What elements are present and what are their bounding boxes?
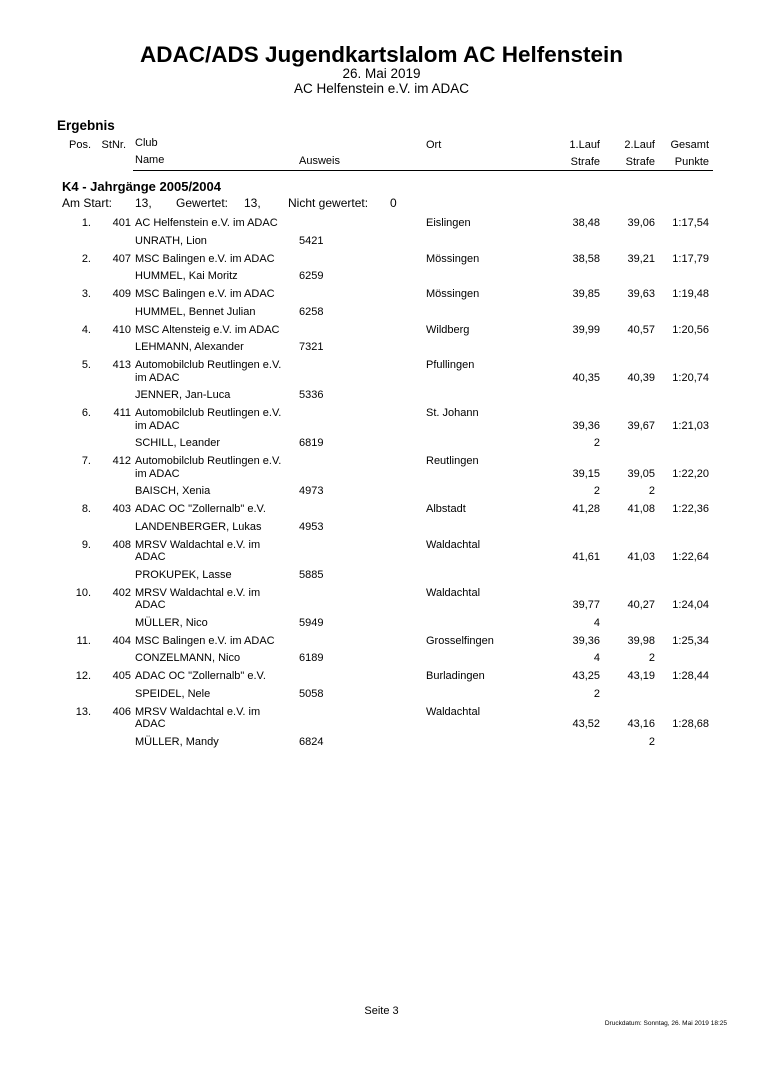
row-total-time: 1:22,36 [672,503,709,515]
row-club: ADAC OC "Zollernalb" e.V. [135,670,266,682]
row-run2-time: 39,67 [627,419,655,432]
col-ort: Ort [426,139,442,151]
row-position: 4. [81,323,91,336]
row-start-number: 412 [112,455,131,467]
row-license: 4973 [299,485,324,497]
row-driver-name: JENNER, Jan-Luca [135,389,231,401]
row-location: Wildberg [426,323,470,336]
row-driver-name: UNRATH, Lion [135,234,207,247]
row-run2-time: 40,39 [627,371,655,384]
row-total-time: 1:17,54 [672,217,709,229]
row-position: 2. [81,252,91,265]
row-club: ADAC [135,718,166,730]
row-run1-time: 38,58 [572,252,600,265]
col-stnr: StNr. [101,139,126,151]
rated-label: Gewertet: [176,196,229,210]
col-ausweis: Ausweis [299,155,340,167]
row-position: 1. [81,217,91,229]
row-club: ADAC OC "Zollernalb" e.V. [135,503,266,515]
row-license: 5421 [299,234,324,247]
row-run1-time: 38,48 [572,217,600,229]
row-club: MSC Altensteig e.V. im ADAC [135,323,280,336]
row-location: Grosselfingen [426,634,494,647]
rated-value: 13, [244,196,261,210]
row-license: 6189 [299,652,324,664]
row-driver-name: SPEIDEL, Nele [135,687,211,700]
row-location: Eislingen [426,217,471,229]
row-club: Automobilclub Reutlingen e.V. [135,359,282,371]
row-run1-penalty: 4 [593,616,600,629]
row-license: 6258 [299,305,324,318]
col-strafe1: Strafe [570,156,600,168]
row-position: 10. [75,586,91,599]
row-start-number: 402 [112,586,131,599]
header-divider [133,170,713,171]
page-number: Seite 3 [364,1005,399,1017]
row-position: 11. [76,634,91,647]
row-location: Waldachtal [426,705,481,718]
event-date: 26. Mai 2019 [342,66,421,81]
col-lauf2: 2.Lauf [624,139,655,151]
row-location: Mössingen [426,288,480,300]
row-total-time: 1:22,20 [672,467,709,480]
row-run2-time: 39,98 [627,634,655,647]
row-start-number: 405 [112,670,131,682]
col-lauf1: 1.Lauf [569,139,600,151]
class-title: K4 - Jahrgänge 2005/2004 [62,179,221,194]
row-club: MRSV Waldachtal e.V. im [135,538,261,551]
col-name: Name [135,154,165,166]
col-club: Club [135,137,158,149]
row-run1-time: 39,36 [572,419,600,432]
row-club: AC Helfenstein e.V. im ADAC [135,217,278,229]
row-start-number: 401 [112,217,131,229]
row-position: 12. [75,670,91,682]
row-club: MSC Balingen e.V. im ADAC [135,252,275,265]
row-club: im ADAC [135,467,180,480]
row-location: Albstadt [426,503,466,515]
row-run1-time: 41,28 [572,503,600,515]
row-license: 6819 [299,437,324,449]
row-total-time: 1:17,79 [672,252,709,265]
row-run1-time: 43,52 [572,718,600,730]
start-label: Am Start: [62,196,113,210]
row-club: Automobilclub Reutlingen e.V. [135,407,282,419]
row-run1-penalty: 2 [593,485,600,497]
row-position: 8. [81,503,91,515]
row-total-time: 1:21,03 [672,419,709,432]
row-driver-name: CONZELMANN, Nico [135,652,241,664]
row-location: Burladingen [426,670,485,682]
row-run2-penalty: 2 [648,652,655,664]
row-location: Waldachtal [426,586,481,599]
col-punkte: Punkte [674,156,709,168]
row-run1-time: 39,99 [572,323,600,336]
row-location: Pfullingen [426,359,475,371]
row-club: im ADAC [135,371,180,384]
start-value: 13, [135,196,152,210]
row-license: 5949 [299,616,324,629]
row-position: 3. [81,288,91,300]
unrated-value: 0 [390,196,397,210]
row-driver-name: MÜLLER, Nico [135,616,208,629]
row-total-time: 1:20,56 [672,323,709,336]
row-club: ADAC [135,599,166,611]
row-start-number: 404 [112,634,131,647]
print-date: Druckdatum: Sonntag, 26. Mai 2019 18:25 [604,1020,727,1027]
row-run1-penalty: 4 [593,652,600,664]
page-title: ADAC/ADS Jugendkartslalom AC Helfenstein [139,42,623,67]
row-run2-time: 40,57 [627,323,655,336]
organizer: AC Helfenstein e.V. im ADAC [293,81,470,96]
row-total-time: 1:28,68 [672,718,709,730]
row-license: 6824 [299,735,324,748]
row-run1-time: 43,25 [572,670,600,682]
row-run2-penalty: 2 [648,735,655,748]
row-driver-name: MÜLLER, Mandy [135,735,219,748]
row-run1-penalty: 2 [593,687,600,700]
row-driver-name: SCHILL, Leander [135,437,220,449]
row-total-time: 1:28,44 [672,670,709,682]
row-total-time: 1:19,48 [672,288,709,300]
row-run1-time: 39,36 [572,634,600,647]
col-pos: Pos. [68,139,91,151]
row-position: 9. [81,538,91,551]
row-run1-time: 39,85 [572,288,600,300]
row-club: MSC Balingen e.V. im ADAC [135,634,275,647]
row-driver-name: BAISCH, Xenia [135,485,211,497]
section-title: Ergebnis [57,118,115,133]
row-total-time: 1:20,74 [672,371,709,384]
row-run2-time: 43,16 [627,718,655,730]
row-club: MSC Balingen e.V. im ADAC [135,288,275,300]
row-total-time: 1:25,34 [672,634,709,647]
row-driver-name: HUMMEL, Kai Moritz [135,270,238,282]
row-total-time: 1:22,64 [672,551,709,563]
row-run2-time: 41,08 [627,503,655,515]
col-gesamt: Gesamt [670,139,709,151]
row-license: 7321 [299,341,324,353]
row-club: MRSV Waldachtal e.V. im [135,705,261,718]
row-club: MRSV Waldachtal e.V. im [135,586,261,599]
row-run2-time: 39,21 [627,252,655,265]
row-club: Automobilclub Reutlingen e.V. [135,455,282,467]
row-run1-penalty: 2 [593,437,600,449]
row-start-number: 409 [112,288,131,300]
row-license: 5336 [299,389,324,401]
row-driver-name: PROKUPEK, Lasse [135,568,232,581]
row-run2-penalty: 2 [648,485,655,497]
row-club: im ADAC [135,419,180,432]
row-run2-time: 40,27 [627,599,655,611]
unrated-label: Nicht gewertet: [288,196,369,210]
row-run2-time: 41,03 [627,551,655,563]
row-run1-time: 40,35 [572,371,600,384]
row-location: Mössingen [426,252,480,265]
row-club: ADAC [135,551,166,563]
row-license: 5058 [299,687,324,700]
row-location: Waldachtal [426,538,481,551]
row-start-number: 410 [112,323,131,336]
row-start-number: 403 [112,503,131,515]
row-position: 13. [75,705,91,718]
col-strafe2: Strafe [625,156,655,168]
row-run1-time: 39,15 [572,467,600,480]
row-start-number: 407 [112,252,131,265]
row-start-number: 406 [112,705,131,718]
row-license: 6259 [299,270,324,282]
row-run2-time: 39,63 [627,288,655,300]
row-position: 7. [81,455,91,467]
row-start-number: 413 [112,359,131,371]
row-start-number: 411 [113,407,131,419]
row-run2-time: 39,06 [627,217,655,229]
row-location: St. Johann [426,407,479,419]
row-run2-time: 43,19 [627,670,655,682]
row-license: 4953 [299,520,324,533]
row-position: 6. [81,407,91,419]
row-driver-name: HUMMEL, Bennet Julian [135,305,256,318]
row-run1-time: 39,77 [572,599,600,611]
row-location: Reutlingen [426,455,479,467]
row-license: 5885 [299,568,324,581]
row-total-time: 1:24,04 [672,599,709,611]
row-position: 5. [81,359,91,371]
row-run1-time: 41,61 [572,551,600,563]
row-driver-name: LEHMANN, Alexander [135,341,244,353]
row-driver-name: LANDENBERGER, Lukas [135,520,262,533]
row-start-number: 408 [112,538,131,551]
row-run2-time: 39,05 [627,467,655,480]
